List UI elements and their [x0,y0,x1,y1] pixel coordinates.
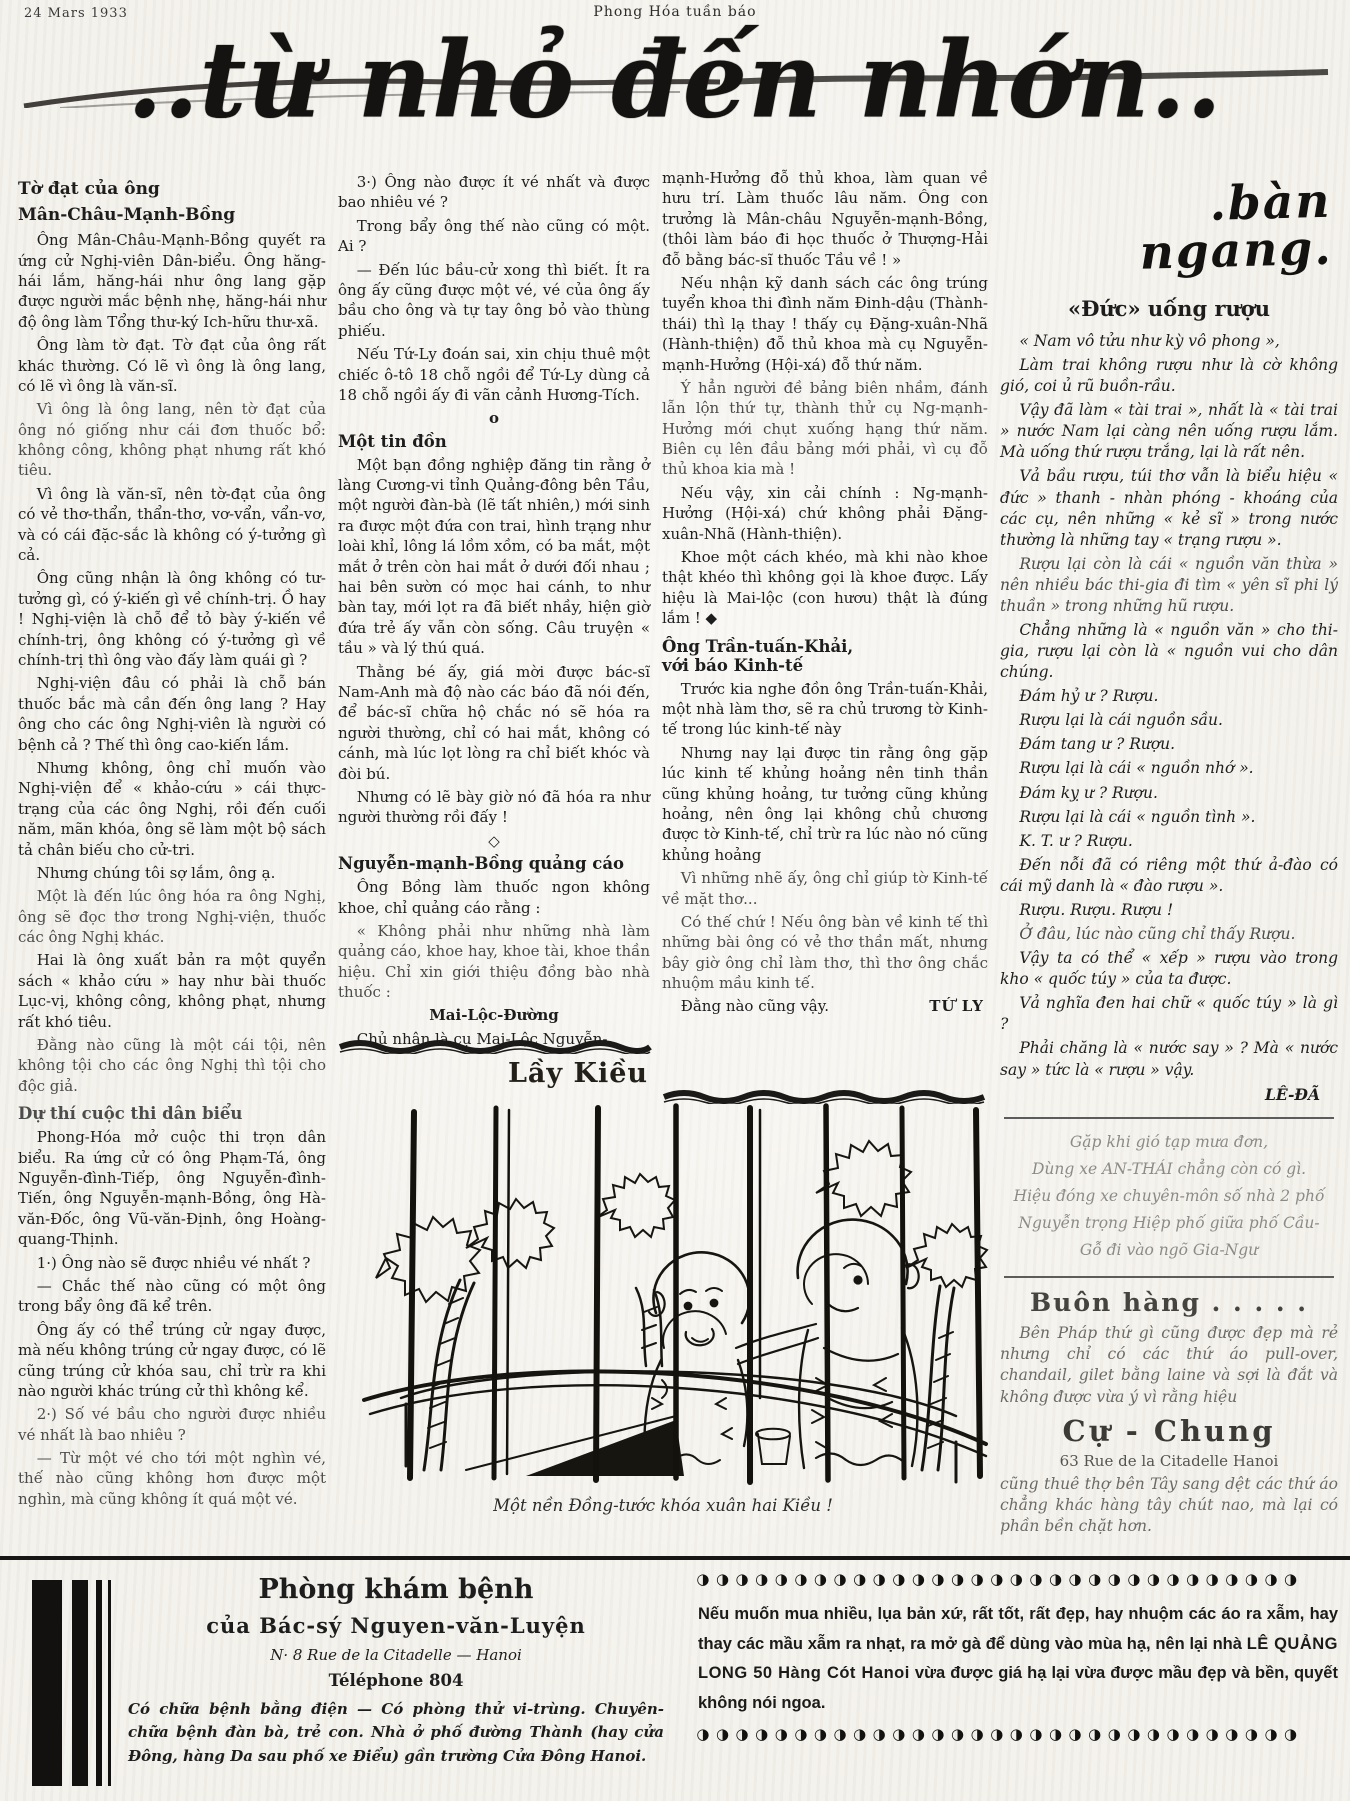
paragraph: Ông ấy có thể trúng cử ngay được, mà nếu không trúng cử ngay được, có lẽ cũng trúng cử khóa sau, chỉ trừ ra khi nào người khác trúng cử thì không kể. [18,1320,326,1400]
paragraph: Ông Mân-Châu-Mạnh-Bồng quyết ra ứng cử Nghị-viên Dân-biểu. Ông hăng-hái lắm, hăng-hái như ông lang gặp được người mắc bệnh nhẹ, hăng-hái như độ ông làm Tổng thư-ký Ich-hữu thư-xã. [18,231,326,331]
paragraph: Nhưng không, ông chỉ muốn vào Nghị-viện để « khảo-cứu » cái thực-trạng của các ông Nghị, rồi đến cuối năm, mãn khóa, ông sẽ làm một bộ sách tả chân biếu cho cử-tri. [18,758,326,859]
verse-line: Đám tang ư ? Rượu. [1019,735,1176,754]
divider-rule [1004,1117,1334,1119]
ornament-row-bottom: ◑◑◑◑◑◑◑◑◑◑◑◑◑◑◑◑◑◑◑◑◑◑◑◑◑◑◑◑◑◑◑ [696,1724,1304,1743]
paragraph: Ông Bồng làm thuốc ngon không khoe, chỉ quảng cáo rằng : [338,878,650,917]
paragraph: Vì những nhẽ ấy, ông chỉ giúp tờ Kinh-tế về mặt thơ... [662,869,988,908]
verse-line: Đám hỷ ư ? Rượu. [1019,687,1159,706]
paragraph: cũng thuê thợ bên Tây sang dệt các thứ áo chẳng khác hàng tây chút nao, mà lại có phần bền chặt hơn. [1000,1474,1338,1535]
paragraph: Ở đâu, lúc nào cũng chỉ thấy Rượu. [1019,925,1296,944]
shop-name: Mai-Lộc-Đường [429,1006,559,1025]
paragraph: Hai là ông xuất bản ra một quyển sách « khảo cứu » hay như bài thuốc Lục-vị, không công, không phạt, nhưng rất khó tiêu. [18,951,326,1031]
verse-line: Rượu lại là cái « nguồn nhớ ». [1019,759,1254,778]
kinh-te-heading-line1: Ông Trần-tuấn-Khải, [662,636,854,656]
cartoon-title: Lầy Kiều [507,1058,649,1089]
monkeys-cartoon [346,1098,994,1488]
paragraph: Một bạn đồng nghiệp đăng tin rằng ở làng Cương-vi tỉnh Quảng-đông bên Tầu, một người đàn-bà (lẽ tất nhiên,) mới sinh ra được một đứa con trai, hình trạng như loài khỉ, lông lá lồm xồm, có ba mắt, một mắt ở trên còn hai mắt ở dưới đối nhau ; hai bên sườn có mọc hai cánh, to như bàn tay, mới lọt ra đã biết nhầy, hiện giờ đứa trẻ ấy vẫn còn sống. Câu truyện « tầu » và lý thú quá. [338,455,650,658]
ornament-row-top: ◑◑◑◑◑◑◑◑◑◑◑◑◑◑◑◑◑◑◑◑◑◑◑◑◑◑◑◑◑◑◑ [696,1570,1304,1588]
buon-hang-ad [1000,1288,1338,1537]
paragraph: Có thế chứ ! Nếu ông bàn về kinh tế thì những bài ông có vẻ thơ thần mất, nhưng bây giờ ông chỉ làm thơ, thì thơ ông chắc nhuộm mầu kinh tế. [662,912,988,993]
paragraph: — Chắc thế nào cũng có một ông trong bẩy ông đã kể trên. [18,1276,326,1316]
paragraph: Ông làm tờ đạt. Tờ đạt của ông rất khác thường. Có lẽ vì ông là ông lang, có lẽ vì ông là văn-sĩ. [18,336,326,395]
paragraph: 3·) Ông nào được ít vé nhất và được bao nhiêu vé ? [338,173,650,212]
paragraph: Làm trai không rượu như là cờ không gió, coi ủ rũ buồn-rầu. [1000,356,1338,396]
advert-heading: Nguyễn-mạnh-Bồng quảng cáo [338,854,625,874]
paragraph: 2·) Số vé bầu cho người được nhiều vé nhất là bao nhiêu ? [18,1405,326,1444]
wavy-divider-left [336,1038,656,1054]
paragraph: 1·) Ông nào sẽ được nhiều vé nhất ? [36,1253,311,1272]
le-quang-long-brand: LÊ QUẢNG LONG 50 Hàng Cót Hanoi [698,1634,1338,1683]
paragraph: Nhưng có lẽ bày giờ nó đã hóa ra như người thường rồi đấy ! [338,787,650,827]
clinic-doctor-name: của Bác-sý Nguyen-văn-Luyện [206,1613,586,1638]
main-headline: ..từ nhỏ đến nhớn.. [127,17,1223,142]
paragraph: Rượu. Rượu. Rượu ! [1019,900,1174,919]
paragraph: Trước kia nghe đồn ông Trần-tuấn-Khải, một nhà làm thơ, sẽ ra chủ trương tờ Kinh-tế trong lúc kinh-tế này [662,679,988,739]
clinic-ad [28,1574,664,1768]
paragraph: Ý hẳn người đề bảng biên nhầm, đánh lẫn lộn thứ tự, thành thử cụ Ng-mạnh-Hưởng mới chụt xuống hạng thứ năm. Biên cụ lên đầu bảng mới phải, vì cụ đỗ thủ khoa kia mà ! [662,378,988,479]
column-4 [1000,168,1338,1552]
verse-line: Đám kỵ ư ? Rượu. [1019,783,1158,802]
paragraph: Vì ông là ông lang, nên tờ đạt của ông nó giống như cái đơn thuốc bổ: không công, không phạt nhưng rất khó tiêu. [18,400,326,480]
ad-line: Gỗ đi vào ngõ Gia-Ngư [1079,1241,1259,1260]
paragraph: Vả bầu rượu, túi thơ vẫn là biểu hiệu « đức » thanh - nhàn phóng - khoáng của các cụ, nên những « kẻ sĩ » trong nước thường là những tay « trạng rượu ». [1000,467,1338,549]
divider-rule [1004,1276,1334,1278]
paragraph: Đằng nào cũng là một cái tội, nên không tội cho các ông Nghị thì tội cho độc giả. [18,1036,326,1095]
clinic-description: Có chữa bệnh bằng điện — Có phòng thử vi-trùng. Chuyên-chữa bệnh đàn bà, trẻ con. Nhà ở phố đường Thành (hay cửa Đông, hàng Da sau phố xe Điểu) gần trường Cửa Đông Hanoi. [128,1700,664,1765]
silk-ad-text [652,1588,1348,1725]
paragraph: Nếu vậy, xin cải chính : Ng-mạnh-Hưởng (Hội-xá) chứ không phải Đặng-xuân-Nhã (Hành-thiện). [662,483,988,543]
monkeys-in-cage-drawing [346,1098,994,1488]
cartoon-caption: Một nền Đồng-tước khóa xuân hai Kiều ! [493,1496,833,1515]
paragraph: Thằng bé ấy, giá mời được bác-sĩ Nam-Anh mà độ nào các báo đã nói đến, để bác-sĩ chữa hộ chắc nó sẽ hóa ra người thường, chỉ có hai mắt, không có cánh, mà lúc lọt lòng ra chỉ biết khóc và đòi bú. [338,662,650,783]
closing-line: Đằng nào cũng vậy. [680,997,829,1016]
ad-line: Gặp khi gió tạp mưa đơn, [1069,1132,1269,1151]
column-2 [338,172,650,1048]
paragraph: Vả nghĩa đen hai chữ « quốc túy » là gì ? [1000,994,1338,1034]
paragraph: Nhưng chúng tôi sợ lắm, ông ạ. [36,863,276,882]
paragraph: Trong bẩy ông thế nào cũng có một. Ai ? [338,216,650,256]
article-title-line2: Mân-Châu-Mạnh-Bồng [18,205,236,226]
paragraph: — Từ một vé cho tới một nghìn vé, thế nào cũng không hơn được một nghìn, mà cũng không ít quá một vé. [18,1449,326,1508]
column-1 [18,178,326,1546]
verse-line: Rượu lại là cái nguồn sầu. [1019,711,1223,730]
column-3 [662,168,988,1080]
silk-dye-ad [652,1570,1348,1743]
ban-ngang-title: .bàn ngang. [1139,173,1334,281]
paragraph: Chủ nhân là cụ Mai-Lộc Nguyễn-. [356,1029,613,1048]
an-thai-carriage-ad [1000,1129,1338,1265]
paragraph: Khoe một cách khéo, mà khi nào khoe thật khéo thì không gọi là khoe được. Lấy hiệu là Mai-lộc (con hươu) thật là đúng lắm ! ◆ [662,548,988,628]
ad-text-end: vừa được giá hạ lại vừa được mầu đẹp và bền, quyết không nói ngoa. [698,1664,1338,1713]
paragraph: Nếu nhận kỹ danh sách các ông trúng tuyển khoa thi đình năm Đinh-dậu (Thành-thái) thì lạ thay ! thấy cụ Đặng-xuân-Nhã (Hành-thiện) đỗ thủ khoa mà cụ Nguyễn-mạnh-Hưởng (Hội-xá) đỗ thứ năm. [662,273,988,374]
ad-line: Nguyễn trọng Hiệp phố giữa phố Cầu- [1018,1214,1320,1233]
contest-subheading: Dự thí cuộc thi dân biểu [18,1104,243,1124]
verse-line: Rượu lại là cái « nguồn tình ». [1019,807,1256,826]
ad-text-start: Nếu muốn mua nhiều, lụa bản xứ, rất tốt, rất đẹp, hay nhuộm các áo ra xẫm, hay thay các mầu xẫm ra nhạt, ra mở gà để dùng vào mùa hạ, nên lại nhà [698,1605,1338,1653]
paragraph: Bên Pháp thứ gì cũng được đẹp mà rẻ nhưng chỉ có các thứ áo pull-over, chandail, gilet bằng laine và sợi là đắt và không được vừa ý vì rằng hiệu [1000,1324,1338,1406]
paragraph: Vậy ta có thể « xếp » rượu vào trong kho « quốc túy » của ta được. [1000,949,1338,989]
duc-uong-ruou-heading: «Đức» uống rượu [1067,296,1271,321]
paragraph: Phong-Hóa mở cuộc thi trọn dân biểu. Ra ứng cử có ông Phạm-Tá, ông Nguyễn-đình-Tiếp, ông Nguyễn-đình-Tiến, ông Nguyễn-mạnh-Bồng, ông Hà-văn-Đốc, ông Vũ-văn-Định, ông Hoàng-quang-Thịnh. [18,1128,326,1249]
paragraph: Vì ông là văn-sĩ, nên tờ-đạt của ông có vẻ thơ-thẩn, thẩn-thơ, vơ-vẩn, vẩn-vơ, và có cái đặc-sắc là không có ý-tưởng gì cả. [18,484,326,565]
issue-date: 24 Mars 1933 [24,6,128,21]
paragraph: Nghị-viện đâu có phải là chỗ bán thuốc bắc mà cần đến ông lang ? Hay ông cho các ông Nghị-viên là người có bệnh cả ? Thế thì ông cao-kiến lắm. [18,674,326,754]
paragraph: Vậy đã làm « tài trai », nhất là « tài trai » nước Nam lại càng nên uống rượu lắm. Mà uống thứ rượu trắng, lại là rất nên. [1000,401,1338,462]
ad-line: Hiệu đóng xe chuyên-môn số nhà 2 phố [1013,1186,1325,1205]
paragraph: Nếu Tứ-Ly đoán sai, xin chịu thuê một chiếc ô-tô 18 chỗ ngồi để Tứ-Ly dùng cả 18 chỗ ngồi ấy đi vãn cảnh Hương-Tích. [338,345,650,404]
paragraph: Một là đến lúc ông hóa ra ông Nghị, ông sẽ đọc thơ trong Nghị-viện, thuốc các ông Nghị khác. [18,887,326,947]
paper-title: Phong Hóa tuần báo [593,4,757,20]
paragraph: « Nam vô tửu như kỳ vô phong », [1019,332,1280,350]
paragraph: — Đến lúc bầu-cử xong thì biết. Ít ra ông ấy cũng được một vé, vé của ông ấy bầu cho ông và tự tay ông bỏ vào thùng phiếu. [338,260,650,340]
clinic-phone: Téléphone 804 [328,1671,464,1690]
section-ornament-diamond: ◇ [488,831,500,850]
paragraph: Rượu lại còn là cái « nguồn văn thừa » nên nhiều bác thi-gia đi tìm « yên sĩ phi lý thuần » trong những hũ rượu. [1000,554,1338,615]
section-ornament-circle: o [488,409,499,428]
article-title-line1: Tờ đạt của ông [18,179,160,199]
clinic-title: Phòng khám bệnh [258,1574,534,1605]
bottom-section-rule [0,1556,1350,1560]
paragraph: mạnh-Hưởng đỗ thủ khoa, làm quan về hưu trí. Làm thuốc lâu năm. Ông con trưởng là Mân-châu Nguyễn-mạnh-Bồng, (thôi làm báo đi học thuốc ở Thượng-Hải đỗ bằng bác-sĩ thuốc Tầu về ! » [662,169,988,269]
cu-chung-brand: Cự - Chung [1062,1413,1276,1448]
buon-hang-heading: Buôn hàng . . . . . [1030,1288,1308,1318]
paragraph: Đến nỗi đã có riêng một thứ ả-đào có cái mỹ danh là « đào rượu ». [1000,855,1338,895]
author-signature: TỨ LY [929,997,984,1016]
verse-line: K. T. ư ? Rượu. [1019,831,1133,850]
paragraph: Phải chăng là « nước say » ? Mà « nước say » tức là « rượu » vậy. [1000,1039,1338,1079]
ad-line: Dùng xe AN-THÁI chẳng còn có gì. [1031,1159,1307,1178]
rumor-heading: Một tin đồn [338,431,447,451]
author-signature: LÊ-ĐÃ [1264,1084,1320,1104]
cu-chung-address: 63 Rue de la Citadelle Hanoi [1059,1451,1279,1470]
clinic-address: N· 8 Rue de la Citadelle — Hanoi [270,1646,522,1664]
kinh-te-heading-line2: với báo Kinh-tế [662,655,804,675]
paragraph: « Không phải như những nhà làm quảng cáo, khoe hay, khoe tài, khoe thần hiệu. Chỉ xin giới thiệu đồng bào nhà thuốc : [338,921,650,1002]
paragraph: Ông cũng nhận là ông không có tư-tưởng gì, có ý-kiến gì về chính-trị. Ồ hay ! Nghị-viện là chỗ để tỏ bày ý-kiến về chính-trị, ông không có ý-tưởng gì về chính-trị thì ông vào đấy làm quái gì ? [18,569,326,669]
paragraph: Chẳng những là « nguồn văn » cho thi-gia, rượu lại còn là « nguồn vui cho dân chúng. [1000,621,1338,682]
paragraph: Nhưng nay lại được tin rằng ông gặp lúc kinh tế khủng hoảng nên tinh thần cũng khủng hoảng, tư tưởng cũng khủng hoảng, nên ông lại không chủ chương được tờ Kinh-tế, chỉ trừ ra lúc nào nó cũng khủng hoảng [662,743,988,864]
